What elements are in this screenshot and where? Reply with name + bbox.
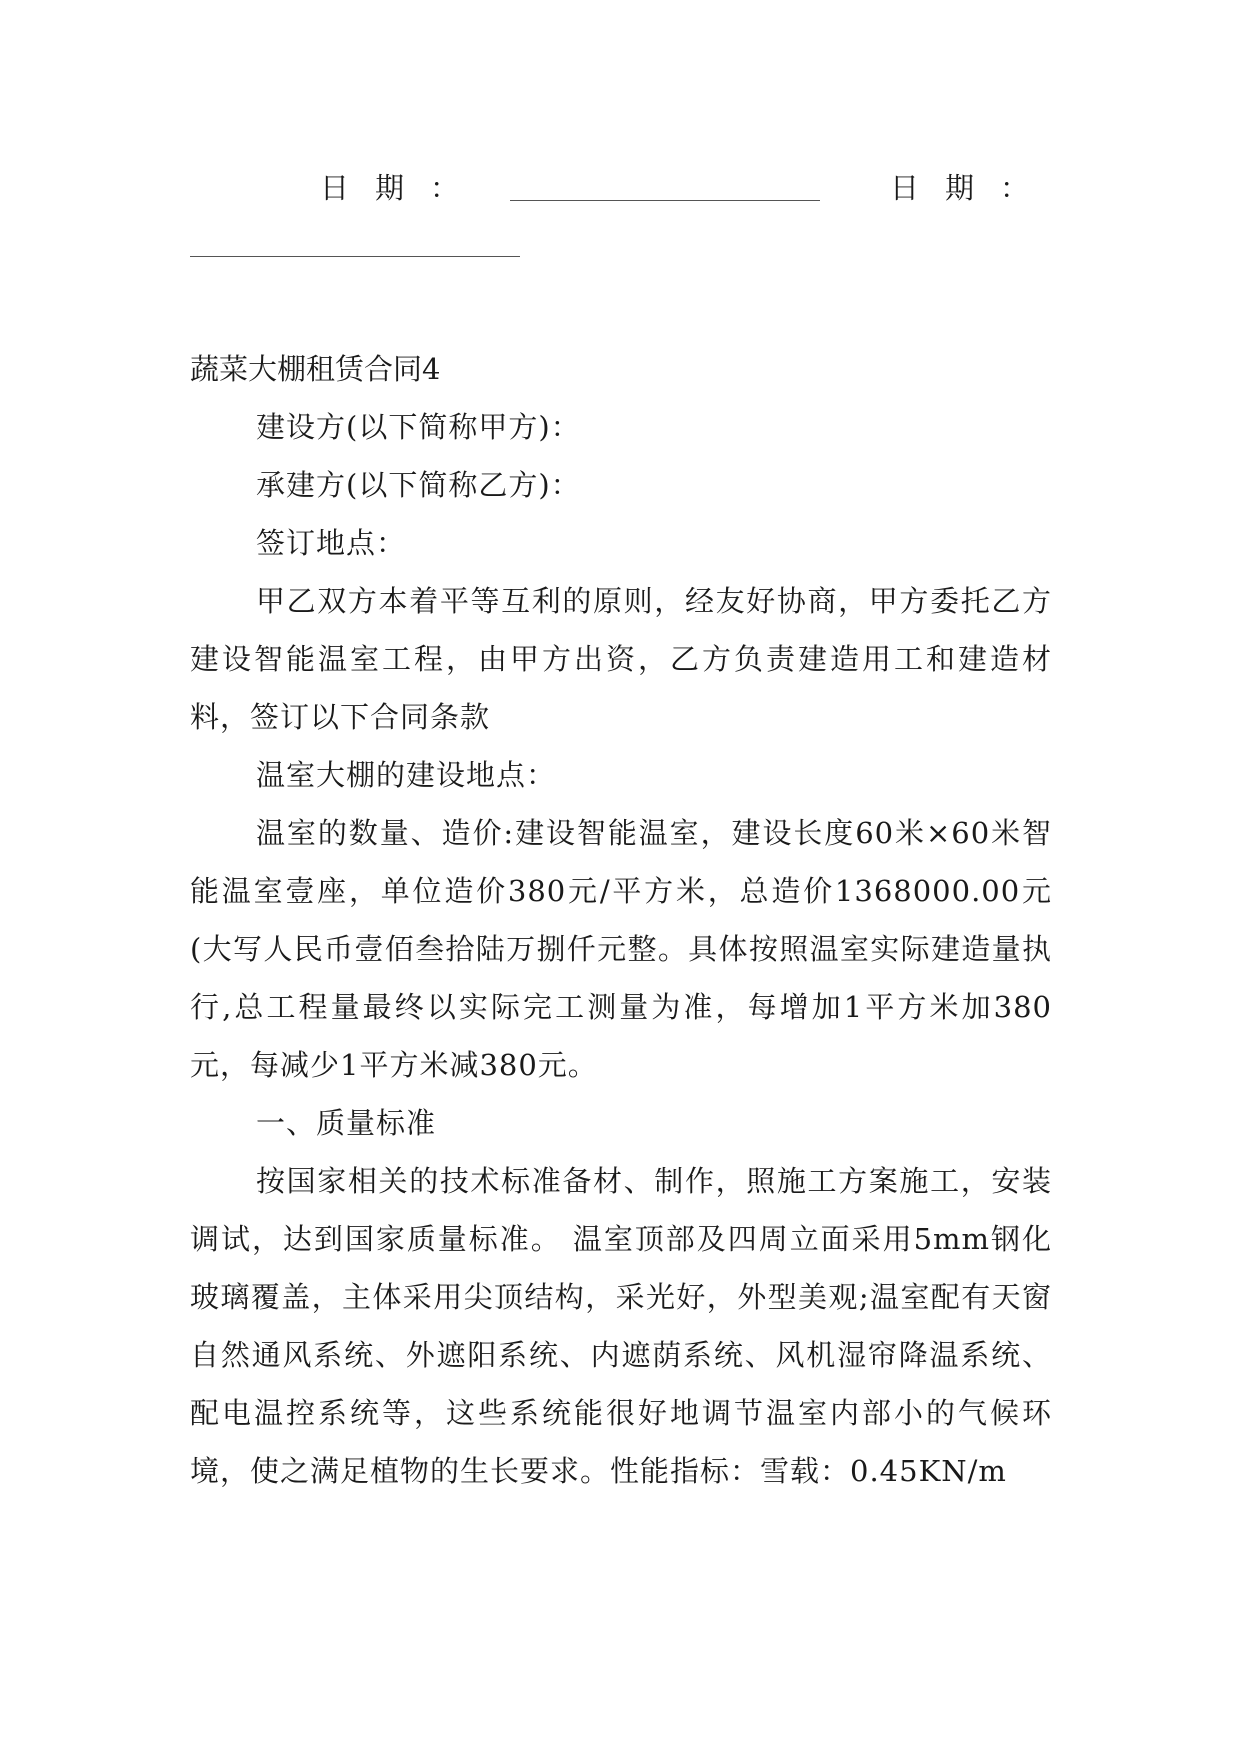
contract-title: 蔬菜大棚租赁合同4 (190, 352, 441, 386)
section-heading-quality: 一、质量标准 (256, 1106, 437, 1140)
preamble-paragraph: 甲乙双方本着平等互利的原则，经友好协商，甲方委托乙方建设智能温室工程，由甲方出资，乙方负责建造用工和建造材料，签订以下合同条款 (190, 584, 1052, 734)
date-blank-line-left (510, 200, 820, 201)
quantity-price-paragraph: 温室的数量、造价:建设智能温室，建设长度60米×60米智能温室壹座，单位造价380元/平方米，总造价1368000.00元(大写人民币壹佰叁拾陆万捌仟元整。具体按照温室实际建造量执行,总工程量最终以实际完工测量为准，每增加1平方米加380元，每减少1平方米减380元。 (190, 816, 1052, 1082)
signing-location-line: 签订地点： (256, 526, 407, 560)
construction-site-line: 温室大棚的建设地点： (256, 758, 557, 792)
party-b-line: 承建方(以下简称乙方)： (256, 468, 581, 502)
party-a-line: 建设方(以下简称甲方)： (256, 410, 581, 444)
signature-date-row (190, 166, 1060, 210)
date-label-right: 日期： (890, 171, 1056, 205)
quality-standard-paragraph: 按国家相关的技术标准备材、制作，照施工方案施工，安装调试，达到国家质量标准。 温室顶部及四周立面采用5mm钢化玻璃覆盖，主体采用尖顶结构，采光好，外型美观;温室配有天窗自然通风系统、外遮阳系统、内遮荫系统、风机湿帘降温系统、配电温控系统等，这些系统能很好地调节温室内部小的气候环境，使之满足植物的生长要求。性能指标：雪载：0.45KN/m (190, 1164, 1052, 1488)
date-label-left: 日期： (320, 171, 486, 205)
contract-body (190, 340, 1052, 1500)
date-blank-line-right (190, 256, 520, 257)
